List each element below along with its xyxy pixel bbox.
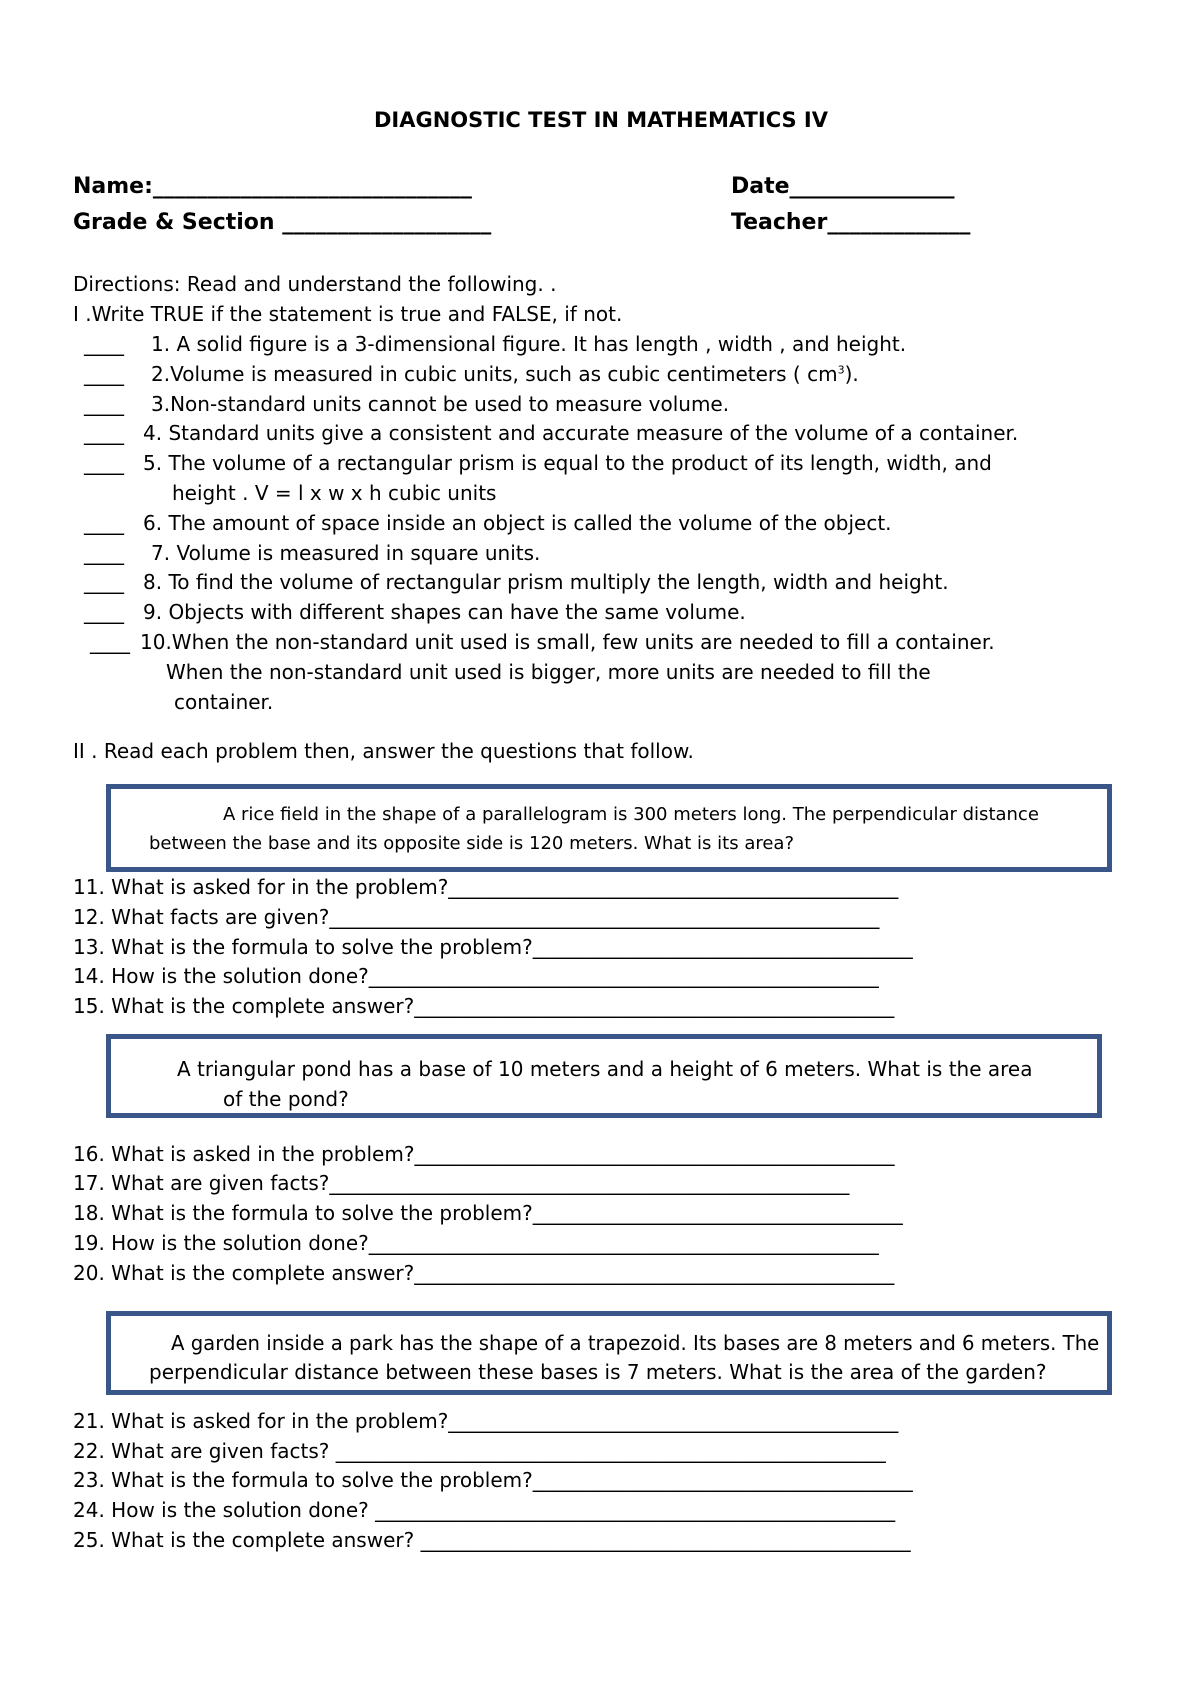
question-24: 24. How is the solution done? ____________________________________________________ — [73, 1498, 896, 1522]
problem-2-line-1: A triangular pond has a base of 10 meters and a height of 6 meters. What is the area — [177, 1057, 1033, 1081]
question-25: 25. What is the complete answer? _________________________________________________ — [73, 1528, 911, 1552]
question-22: 22. What are given facts? _______________________________________________________ — [73, 1439, 886, 1463]
page-title: DIAGNOSTIC TEST IN MATHEMATICS IV — [374, 108, 829, 132]
part1-item-8: 8. To find the volume of rectangular prism multiply the length, width and height. — [143, 570, 949, 594]
part1-item-1: 1. A solid figure is a 3-dimensional figure. It has length , width , and height. — [151, 332, 907, 356]
part1-item-1-blank: ____ — [84, 332, 124, 356]
part1-item-7-blank: ____ — [84, 541, 124, 565]
part1-item-2-blank: ____ — [84, 362, 124, 386]
question-15: 15. What is the complete answer?________________________________________________ — [73, 994, 895, 1018]
problem-1-line-2: between the base and its opposite side is 120 meters. What is its area? — [149, 833, 795, 854]
part1-item-8-blank: ____ — [84, 570, 124, 594]
part1-item-9-blank: ____ — [84, 600, 124, 624]
question-14: 14. How is the solution done?___________________________________________________ — [73, 964, 879, 988]
question-11: 11. What is asked for in the problem?_____________________________________________ — [73, 875, 899, 899]
problem-3-box — [106, 1311, 1112, 1395]
question-18: 18. What is the formula to solve the problem?_____________________________________ — [73, 1201, 903, 1225]
question-23: 23. What is the formula to solve the problem?______________________________________ — [73, 1468, 913, 1492]
problem-2-box — [106, 1034, 1102, 1118]
part1-item-4: 4. Standard units give a consistent and accurate measure of the volume of a container. — [143, 421, 1019, 445]
part1-item-10: 10.When the non-standard unit used is small, few units are needed to fill a container. — [140, 630, 995, 654]
question-16: 16. What is asked in the problem?________________________________________________ — [73, 1142, 895, 1166]
part1-item-9: 9. Objects with different shapes can have the same volume. — [143, 600, 746, 624]
problem-3-line-2: perpendicular distance between these bases is 7 meters. What is the area of the garden? — [149, 1360, 1047, 1384]
grade-section-field: Grade & Section ___________________ — [73, 210, 492, 235]
directions: Directions: Read and understand the following. . — [73, 272, 557, 296]
part1-item-5: 5. The volume of a rectangular prism is equal to the product of its length, width, and — [143, 451, 992, 475]
part1-item-3-blank: ____ — [84, 392, 124, 416]
part1-item-10-blank: ____ — [90, 630, 130, 654]
part1-item-2: 2.Volume is measured in cubic units, such as cubic centimeters ( $cm^3$). — [151, 362, 859, 386]
name-field: Name:_____________________________ — [73, 174, 472, 199]
question-21: 21. What is asked for in the problem?_____________________________________________ — [73, 1409, 899, 1433]
part1-item-10-continuation-2: container. — [174, 690, 274, 714]
part1-item-5-continuation: height . V = l x w x h cubic units — [172, 481, 497, 505]
part1-item-10-continuation: When the non-standard unit used is bigger, more units are needed to fill the — [166, 660, 931, 684]
problem-2-line-2: of the pond? — [223, 1087, 349, 1111]
question-17: 17. What are given facts?____________________________________________________ — [73, 1171, 850, 1195]
part1-item-3: 3.Non-standard units cannot be used to measure volume. — [151, 392, 730, 416]
part1-item-6-blank: ____ — [84, 511, 124, 535]
part2-heading: II . Read each problem then, answer the questions that follow. — [73, 739, 694, 763]
part1-heading: I .Write TRUE if the statement is true and FALSE, if not. — [73, 302, 623, 326]
date-field: Date_______________ — [731, 174, 955, 199]
part1-item-6: 6. The amount of space inside an object is called the volume of the object. — [143, 511, 892, 535]
teacher-field: Teacher_____________ — [731, 210, 971, 235]
question-13: 13. What is the formula to solve the problem?______________________________________ — [73, 935, 913, 959]
part1-item-7: 7. Volume is measured in square units. — [151, 541, 541, 565]
superscript-3: 3 — [837, 363, 845, 377]
problem-1-line-1: A rice field in the shape of a parallelogram is 300 meters long. The perpendicular distance — [223, 804, 1039, 825]
part1-item-4-blank: ____ — [84, 421, 124, 445]
question-19: 19. How is the solution done?___________________________________________________ — [73, 1231, 879, 1255]
problem-1-box — [106, 784, 1112, 872]
question-12: 12. What facts are given?_______________________________________________________ — [73, 905, 880, 929]
question-20: 20. What is the complete answer?________________________________________________ — [73, 1261, 895, 1285]
part1-item-5-blank: ____ — [84, 451, 124, 475]
problem-3-line-1: A garden inside a park has the shape of a trapezoid. Its bases are 8 meters and 6 meters. The — [171, 1331, 1100, 1355]
